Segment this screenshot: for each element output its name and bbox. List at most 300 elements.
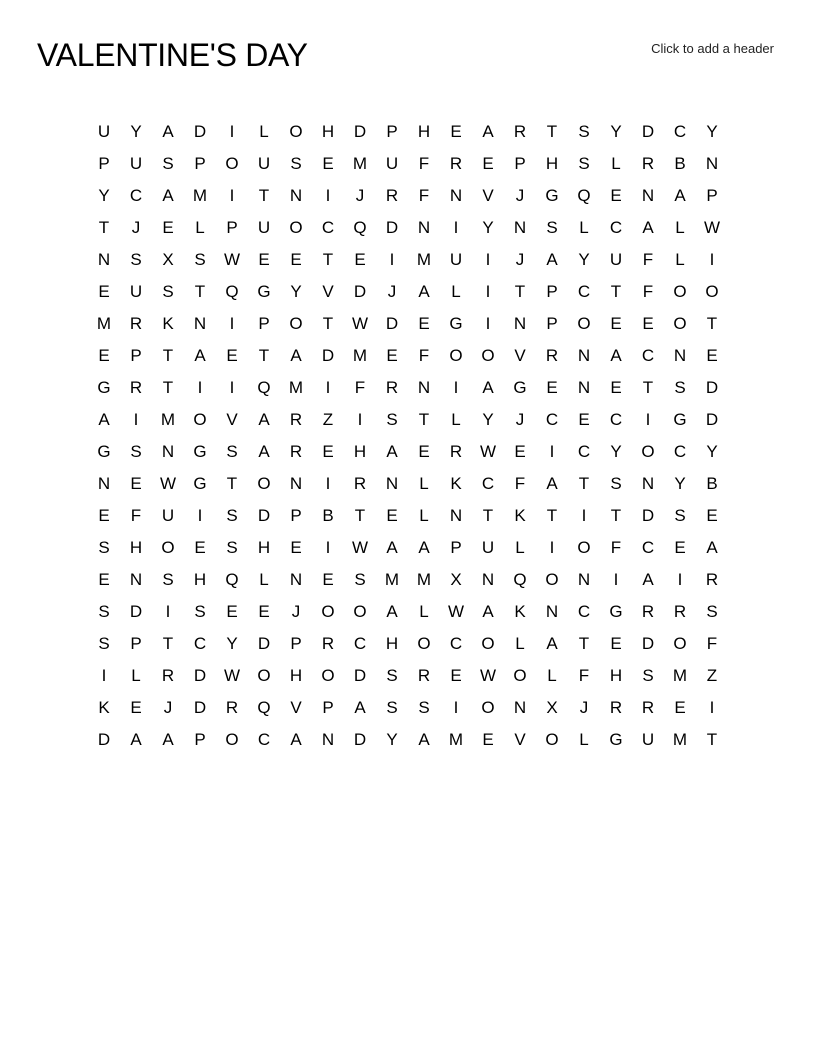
grid-letter: J [515,250,525,269]
grid-letter: N [577,346,591,365]
grid-letter: E [546,378,558,397]
grid-letter: R [129,378,143,397]
grid-letter: T [98,218,110,237]
grid-letter: E [258,602,270,621]
grid-letter: E [482,730,494,749]
grid-letter: L [419,602,429,621]
grid-letter: P [194,154,206,173]
grid-letter: G [97,442,111,461]
grid-letter: A [418,282,430,301]
grid-letter: G [513,378,527,397]
grid-letter: T [418,410,430,429]
grid-letter: A [482,602,494,621]
grid-letter: C [321,218,335,237]
grid-letter: C [577,602,591,621]
grid-letter: R [289,442,303,461]
grid-letter: H [193,570,207,589]
grid-letter: E [418,314,430,333]
grid-letter: A [546,474,558,493]
grid-letter: N [385,474,399,493]
grid-letter: R [545,346,559,365]
grid-row [88,564,728,596]
grid-letter: I [229,378,235,397]
grid-letter: L [419,506,429,525]
grid-letter: A [290,730,302,749]
grid-letter: A [610,346,622,365]
grid-letter: C [481,474,495,493]
grid-letter: I [453,698,459,717]
grid-letter: C [545,410,559,429]
grid-letter: A [642,570,654,589]
grid-letter: A [290,346,302,365]
grid-letter: J [291,602,301,621]
grid-letter: A [482,378,494,397]
grid-row [88,660,728,692]
grid-letter: A [130,730,142,749]
grid-letter: Q [225,282,239,301]
grid-letter: Y [610,122,622,141]
grid-letter: C [673,442,687,461]
grid-letter: N [577,378,591,397]
grid-letter: G [673,410,687,429]
grid-letter: H [257,538,271,557]
grid-letter: P [546,314,558,333]
grid-letter: U [257,218,271,237]
grid-row [88,468,728,500]
grid-letter: E [578,410,590,429]
grid-letter: H [129,538,143,557]
grid-letter: N [513,218,527,237]
grid-letter: I [229,314,235,333]
grid-letter: Y [610,442,622,461]
grid-letter: R [705,570,719,589]
grid-letter: P [226,218,238,237]
grid-row [88,372,728,404]
grid-letter: U [257,154,271,173]
grid-letter: D [321,346,335,365]
grid-letter: V [226,410,238,429]
grid-letter: S [98,538,110,557]
grid-letter: O [641,442,655,461]
grid-letter: A [546,634,558,653]
grid-letter: E [610,186,622,205]
grid-letter: D [353,282,367,301]
grid-letter: Q [257,698,271,717]
grid-letter: S [98,602,110,621]
grid-letter: O [577,538,591,557]
grid-letter: W [351,314,369,333]
grid-letter: N [641,186,655,205]
grid-letter: Q [577,186,591,205]
grid-letter: S [706,602,718,621]
grid-letter: N [449,506,463,525]
grid-letter: T [546,506,558,525]
grid-letter: N [97,250,111,269]
grid-letter: D [353,666,367,685]
grid-letter: I [453,378,459,397]
grid-letter: F [418,186,430,205]
grid-letter: D [641,122,655,141]
grid-letter: U [385,154,399,173]
grid-letter: P [258,314,270,333]
grid-letter: Y [386,730,398,749]
grid-letter: N [449,186,463,205]
grid-letter: O [705,282,719,301]
grid-letter: M [160,410,176,429]
grid-letter: A [258,410,270,429]
grid-letter: X [450,570,462,589]
grid-letter: N [705,154,719,173]
grid-letter: D [705,378,719,397]
grid-row [88,692,728,724]
grid-letter: N [97,474,111,493]
grid-letter: M [416,570,432,589]
grid-letter: A [162,730,174,749]
grid-letter: S [194,250,206,269]
grid-letter: K [514,506,526,525]
header-placeholder[interactable]: Click to add a header [651,41,774,56]
grid-letter: S [674,506,686,525]
grid-letter: E [610,634,622,653]
grid-letter: I [485,250,491,269]
grid-letter: I [485,282,491,301]
grid-letter: M [384,570,400,589]
grid-letter: Y [482,218,494,237]
grid-letter: F [130,506,142,525]
grid-letter: P [290,506,302,525]
grid-letter: K [450,474,462,493]
grid-row [88,340,728,372]
grid-row [88,500,728,532]
grid-letter: R [449,442,463,461]
grid-letter: I [613,570,619,589]
grid-letter: D [193,122,207,141]
grid-letter: U [449,250,463,269]
grid-letter: P [706,186,718,205]
grid-letter: S [130,442,142,461]
grid-letter: T [578,634,590,653]
grid-letter: C [577,282,591,301]
grid-letter: S [130,250,142,269]
grid-letter: G [257,282,271,301]
grid-letter: T [354,506,366,525]
grid-letter: M [672,666,688,685]
grid-letter: V [322,282,334,301]
grid-letter: E [290,538,302,557]
grid-letter: C [449,634,463,653]
grid-letter: A [418,730,430,749]
grid-letter: S [642,666,654,685]
grid-letter: A [162,186,174,205]
grid-letter: S [194,602,206,621]
grid-letter: O [417,634,431,653]
grid-letter: S [162,282,174,301]
grid-letter: E [610,314,622,333]
grid-letter: A [386,442,398,461]
grid-letter: J [355,186,365,205]
grid-letter: A [98,410,110,429]
grid-letter: U [161,506,175,525]
grid-letter: E [514,442,526,461]
grid-letter: T [578,474,590,493]
grid-letter: W [159,474,177,493]
grid-letter: F [418,154,430,173]
grid-letter: O [449,346,463,365]
grid-letter: I [485,314,491,333]
grid-letter: D [257,506,271,525]
grid-letter: R [225,698,239,717]
grid-letter: L [579,218,589,237]
grid-letter: I [165,602,171,621]
grid-letter: O [513,666,527,685]
grid-letter: C [609,410,623,429]
grid-letter: V [514,730,526,749]
grid-letter: E [162,218,174,237]
grid-letter: G [449,314,463,333]
word-search-grid [88,116,728,756]
grid-letter: R [641,154,655,173]
grid-letter: I [325,186,331,205]
grid-row [88,532,728,564]
grid-letter: I [357,410,363,429]
grid-letter: O [289,314,303,333]
grid-letter: E [322,154,334,173]
grid-letter: S [546,218,558,237]
grid-letter: E [706,346,718,365]
grid-letter: T [514,282,526,301]
grid-letter: A [706,538,718,557]
grid-letter: I [197,506,203,525]
grid-letter: J [387,282,397,301]
grid-letter: U [609,250,623,269]
grid-letter: S [578,122,590,141]
grid-letter: T [258,186,270,205]
grid-letter: I [133,410,139,429]
grid-letter: E [258,250,270,269]
grid-letter: N [129,570,143,589]
grid-letter: M [416,250,432,269]
grid-letter: S [610,474,622,493]
grid-letter: I [645,410,651,429]
grid-letter: P [386,122,398,141]
grid-letter: M [672,730,688,749]
grid-letter: S [226,506,238,525]
grid-letter: N [481,570,495,589]
grid-letter: N [673,346,687,365]
grid-letter: T [258,346,270,365]
grid-letter: D [193,698,207,717]
grid-letter: F [578,666,590,685]
grid-letter: E [322,442,334,461]
grid-letter: G [193,474,207,493]
grid-row [88,148,728,180]
grid-letter: G [193,442,207,461]
grid-letter: S [354,570,366,589]
grid-letter: D [353,730,367,749]
grid-letter: O [673,282,687,301]
grid-letter: R [289,410,303,429]
grid-letter: R [161,666,175,685]
grid-row [88,276,728,308]
grid-letter: W [351,538,369,557]
grid-letter: L [259,570,269,589]
grid-letter: O [289,122,303,141]
grid-letter: Y [578,250,590,269]
grid-letter: A [642,218,654,237]
grid-letter: I [453,218,459,237]
grid-letter: D [353,122,367,141]
grid-letter: F [610,538,622,557]
grid-letter: P [322,698,334,717]
grid-letter: S [162,570,174,589]
grid-letter: N [321,730,335,749]
grid-row [88,308,728,340]
grid-letter: L [195,218,205,237]
grid-letter: I [325,378,331,397]
grid-letter: L [515,634,525,653]
grid-letter: D [705,410,719,429]
grid-row [88,180,728,212]
grid-letter: T [706,314,718,333]
grid-letter: M [352,346,368,365]
grid-letter: O [481,698,495,717]
grid-letter: T [226,474,238,493]
grid-letter: L [547,666,557,685]
grid-row [88,596,728,628]
grid-letter: C [353,634,367,653]
grid-letter: V [290,698,302,717]
grid-letter: N [417,378,431,397]
grid-letter: E [418,442,430,461]
grid-letter: S [226,442,238,461]
grid-letter: A [162,122,174,141]
grid-letter: O [257,666,271,685]
grid-letter: C [193,634,207,653]
grid-letter: U [641,730,655,749]
grid-letter: R [417,666,431,685]
grid-row [88,404,728,436]
grid-letter: I [229,186,235,205]
grid-letter: S [386,666,398,685]
grid-letter: E [482,154,494,173]
grid-letter: O [353,602,367,621]
grid-letter: S [418,698,430,717]
grid-letter: G [545,186,559,205]
grid-letter: Q [353,218,367,237]
grid-letter: R [385,378,399,397]
grid-letter: M [448,730,464,749]
grid-letter: S [290,154,302,173]
grid-letter: C [577,442,591,461]
grid-letter: G [97,378,111,397]
grid-letter: R [449,154,463,173]
grid-letter: T [162,346,174,365]
grid-letter: P [450,538,462,557]
grid-letter: Y [674,474,686,493]
grid-letter: O [321,666,335,685]
grid-letter: C [641,346,655,365]
grid-letter: O [257,474,271,493]
grid-letter: A [546,250,558,269]
grid-letter: S [226,538,238,557]
grid-letter: S [674,378,686,397]
grid-row [88,244,728,276]
grid-letter: Y [290,282,302,301]
grid-letter: S [98,634,110,653]
grid-letter: A [354,698,366,717]
grid-letter: E [386,346,398,365]
grid-letter: O [225,154,239,173]
grid-letter: L [675,218,685,237]
grid-letter: W [223,250,241,269]
grid-letter: P [98,154,110,173]
grid-letter: P [130,346,142,365]
grid-letter: N [577,570,591,589]
grid-letter: E [98,282,110,301]
grid-letter: R [321,634,335,653]
grid-letter: Q [257,378,271,397]
grid-letter: O [481,634,495,653]
grid-letter: A [194,346,206,365]
grid-letter: K [98,698,110,717]
page-title: VALENTINE'S DAY [37,37,308,73]
grid-letter: V [482,186,494,205]
grid-letter: R [513,122,527,141]
grid-letter: N [513,698,527,717]
grid-letter: N [289,186,303,205]
grid-letter: O [545,570,559,589]
grid-letter: I [325,474,331,493]
grid-letter: E [226,346,238,365]
grid-letter: N [545,602,559,621]
grid-letter: R [609,698,623,717]
grid-letter: F [706,634,718,653]
grid-letter: O [545,730,559,749]
grid-letter: I [197,378,203,397]
grid-letter: I [229,122,235,141]
grid-letter: D [193,666,207,685]
grid-letter: L [451,282,461,301]
grid-letter: U [481,538,495,557]
grid-letter: D [641,634,655,653]
grid-letter: N [513,314,527,333]
grid-letter: O [577,314,591,333]
grid-letter: T [322,314,334,333]
grid-letter: T [706,730,718,749]
grid-letter: E [98,506,110,525]
grid-letter: C [641,538,655,557]
grid-letter: I [709,250,715,269]
grid-letter: W [447,602,465,621]
grid-row [88,628,728,660]
grid-letter: O [481,346,495,365]
grid-letter: A [258,442,270,461]
grid-letter: M [288,378,304,397]
grid-letter: L [675,250,685,269]
grid-letter: W [479,442,497,461]
grid-letter: W [223,666,241,685]
grid-letter: Q [513,570,527,589]
grid-letter: F [642,250,654,269]
grid-letter: A [674,186,686,205]
grid-letter: Y [226,634,238,653]
grid-letter: P [546,282,558,301]
grid-letter: N [417,218,431,237]
grid-letter: H [289,666,303,685]
grid-letter: G [609,602,623,621]
grid-letter: Y [706,122,718,141]
grid-letter: N [289,570,303,589]
